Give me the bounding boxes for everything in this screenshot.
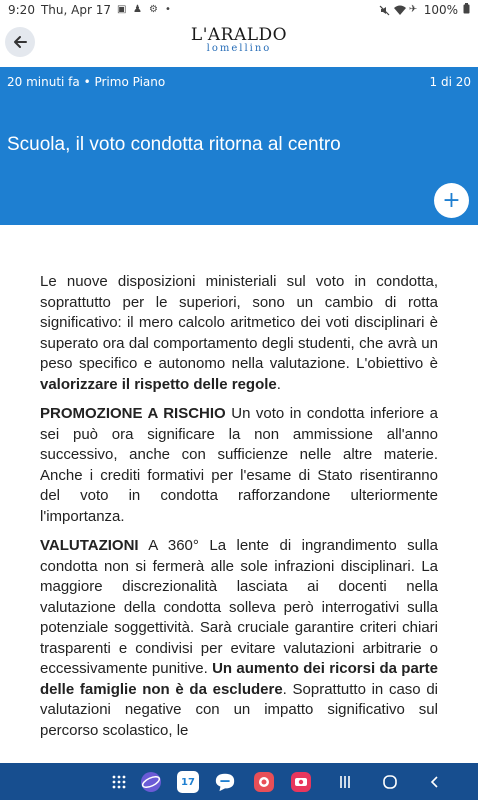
settings-notification-icon: ⚙ xyxy=(148,4,158,15)
airplane-mode-icon: ✈ xyxy=(408,4,418,15)
article-highlight: Un aumento dei ricorsi da parte delle famiglie non è da escludere xyxy=(40,660,438,698)
camera-app-icon[interactable] xyxy=(253,771,275,793)
article-counter: 1 di 20 xyxy=(429,75,471,89)
article-body xyxy=(40,272,438,750)
article-paragraph-3: VALUTAZIONI A 360° La lente di ingrandimento sulla condotta non si fermerà alle sole infrazioni disciplinari. La maggiore discrezionalità lasciata ai docenti nella valutazione della condotta solleva però interrogativi sulla potenziale soggettività. Sarà cruciale garantire criteri chiari trasparenti e condivisi per evitare valutazioni arbitrarie o eccessivamente punitive. Un aumento dei ricorsi da parte delle famiglie non è da escludere. Soprattutto in caso di valutazioni negative con un impatto significativo sul percorso scolastico, le xyxy=(40,537,438,739)
calendar-day: 17 xyxy=(181,776,195,788)
logo-subtitle: lomellino xyxy=(206,43,272,54)
article-paragraph-2: PROMOZIONE A RISCHIO Un voto in condotta inferiore a sei può ora significare la non ammissione all'anno successivo, anche con sufficienze nelle altre materie. Anche i crediti formativi per l'esame di Stato risentiranno del voto in condotta rafforzandone ulteriormente l'importanza. xyxy=(40,405,439,525)
article-highlight: valorizzare il rispetto delle regole xyxy=(40,375,277,393)
recent-apps-button[interactable] xyxy=(334,771,356,793)
system-navigation-bar xyxy=(0,763,478,800)
logo-title: L'ARALDO xyxy=(190,25,288,45)
plus-icon: + xyxy=(442,187,461,213)
messages-icon[interactable] xyxy=(214,771,236,793)
battery-percentage: 100% xyxy=(423,3,458,17)
app-drawer-icon[interactable] xyxy=(108,771,130,793)
article-header xyxy=(0,67,478,225)
mute-icon xyxy=(379,5,389,15)
screen-recorder-icon[interactable] xyxy=(290,771,312,793)
article-title: Scuola, il voto condotta ritorna al centro xyxy=(7,134,341,155)
section-heading-promozione: PROMOZIONE A RISCHIO xyxy=(40,405,226,422)
home-button[interactable] xyxy=(379,771,401,793)
section-heading-valutazioni: VALUTAZIONI xyxy=(40,537,139,554)
status-date: Thu, Apr 17 xyxy=(40,3,111,17)
site-logo xyxy=(0,26,478,54)
battery-icon xyxy=(463,3,470,17)
calendar-icon[interactable] xyxy=(177,771,199,793)
article-meta: 20 minuti fa • Primo Piano xyxy=(7,75,166,89)
add-button[interactable] xyxy=(434,183,469,218)
gallery-notification-icon: ▣ xyxy=(116,4,127,15)
internet-browser-icon[interactable] xyxy=(140,771,162,793)
app-header xyxy=(0,20,478,67)
person-notification-icon: ♟ xyxy=(132,4,142,15)
status-time: 9:20 xyxy=(8,3,35,17)
back-nav-button[interactable] xyxy=(424,771,446,793)
more-notifications-dot-icon: • xyxy=(164,4,171,15)
status-bar xyxy=(0,0,478,20)
article-paragraph-1: Le nuove disposizioni ministeriali sul voto in condotta, soprattutto per le superiori, sono un cambio di rotta significativo: il mero calcolo aritmetico dei voti disciplinari è superato ora dal comportamento degli studenti, che avrà un peso specifico e autonomo nella valutazione. L'obiettivo è valorizzare il rispetto delle regole. xyxy=(40,273,438,393)
wifi-icon xyxy=(394,5,404,15)
